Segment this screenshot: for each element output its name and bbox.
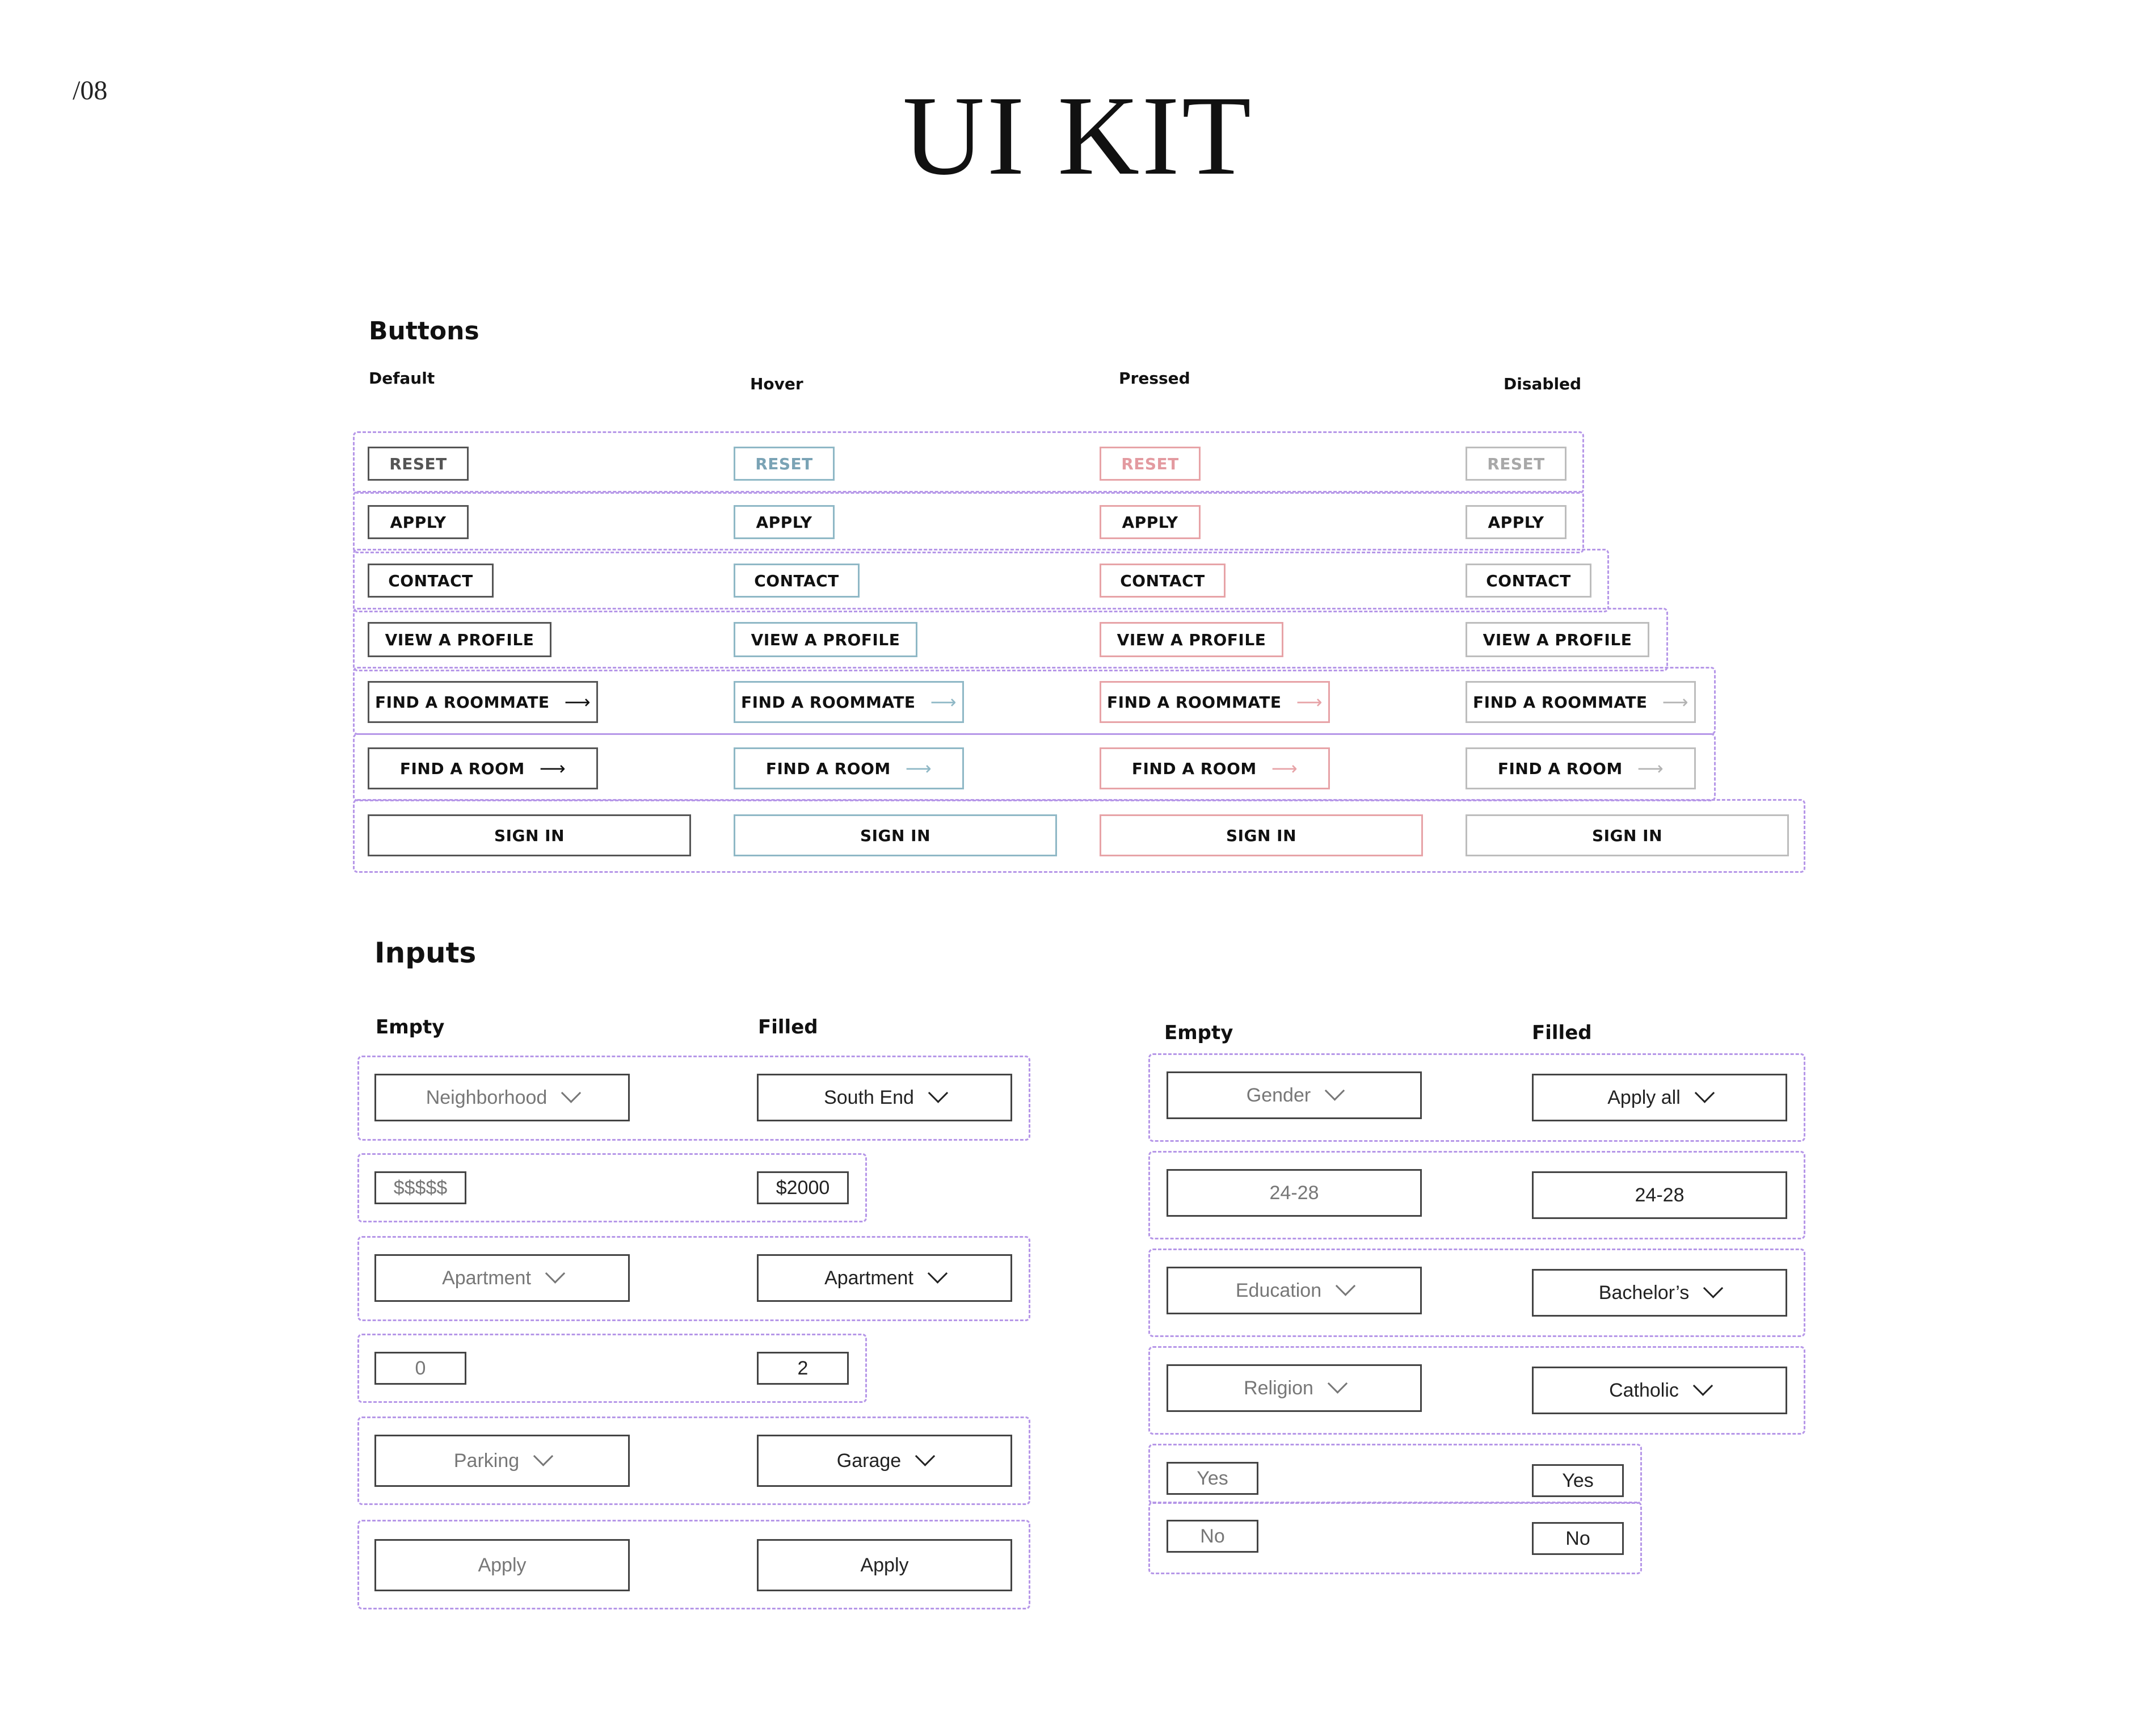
contact-button-pressed[interactable]: CONTACT [1100,564,1226,598]
chevron-down-icon [928,1263,948,1283]
view-profile-button-disabled[interactable]: VIEW A PROFILE [1466,622,1649,657]
contact-button-hover[interactable]: CONTACT [734,564,860,598]
type-select-empty[interactable] [374,1254,630,1302]
view-profile-button-default[interactable]: VIEW A PROFILE [368,622,551,657]
yes-option-filled[interactable]: Yes [1532,1464,1624,1497]
religion-select-filled[interactable] [1532,1367,1787,1414]
long-arrow-right-icon: ⟶ [905,758,932,779]
find-room-button-default[interactable] [368,747,598,789]
state-label-pressed: Pressed [1119,369,1190,388]
find-roommate-button-hover[interactable] [734,681,964,723]
age-input-empty[interactable]: 24-28 [1167,1169,1422,1217]
chevron-down-icon [545,1263,565,1283]
neighborhood-select-empty[interactable] [374,1074,630,1121]
neighborhood-placeholder: Neighborhood [426,1086,548,1108]
apply-field-filled[interactable]: Apply [757,1539,1012,1591]
gender-select-filled[interactable] [1532,1074,1787,1121]
education-placeholder: Education [1235,1279,1322,1301]
contact-button-disabled[interactable]: CONTACT [1466,564,1591,598]
find-room-label: FIND A ROOM [1131,759,1257,778]
long-arrow-right-icon: ⟶ [564,691,591,713]
sign-in-button-default[interactable]: SIGN IN [368,814,691,856]
parking-select-filled[interactable] [757,1435,1012,1487]
state-label-hover: Hover [750,375,803,393]
parking-select-empty[interactable] [374,1435,630,1487]
gender-select-empty[interactable] [1167,1071,1422,1119]
type-value: Apartment [824,1267,913,1289]
contact-buttons-frame [353,549,1609,612]
price-input-empty[interactable]: $$$$$ [374,1171,466,1204]
no-option-empty[interactable]: No [1167,1520,1258,1553]
find-room-label: FIND A ROOM [1497,759,1623,778]
buttons-section-title: Buttons [369,317,479,346]
chevron-down-icon [1325,1081,1345,1100]
find-room-label: FIND A ROOM [765,759,891,778]
state-label-default: Default [369,369,435,388]
long-arrow-right-icon: ⟶ [1662,691,1688,713]
find-room-button-pressed[interactable] [1100,747,1330,789]
count-input-filled[interactable]: 2 [757,1352,849,1385]
education-select-filled[interactable] [1532,1269,1787,1317]
neighborhood-select-filled[interactable] [757,1074,1012,1121]
chevron-down-icon [561,1083,581,1103]
chevron-down-icon [1336,1276,1355,1296]
find-room-button-hover[interactable] [734,747,964,789]
page-title: UI KIT [902,73,1254,199]
age-input-filled[interactable]: 24-28 [1532,1171,1787,1219]
contact-button-default[interactable]: CONTACT [368,564,494,598]
find-roommate-button-disabled[interactable] [1466,681,1696,723]
chevron-down-icon [1328,1373,1348,1393]
chevron-down-icon [1695,1083,1715,1103]
left-empty-label: Empty [376,1016,445,1039]
no-option-filled[interactable]: No [1532,1522,1624,1555]
long-arrow-right-icon: ⟶ [1296,691,1323,713]
apply-buttons-frame [353,491,1584,553]
find-roommate-label: FIND A ROOMMATE [375,692,550,712]
apply-button-default[interactable]: APPLY [368,505,469,539]
chevron-down-icon [928,1083,948,1103]
page-number: /08 [73,75,108,106]
find-room-button-disabled[interactable] [1466,747,1696,789]
state-label-disabled: Disabled [1504,375,1582,393]
long-arrow-right-icon: ⟶ [930,691,957,713]
price-input-filled[interactable]: $2000 [757,1171,849,1204]
religion-value: Catholic [1609,1379,1679,1401]
reset-button-default[interactable]: RESET [368,447,469,481]
apply-button-disabled[interactable]: APPLY [1466,505,1567,539]
neighborhood-value: South End [824,1086,914,1108]
sign-in-button-disabled[interactable]: SIGN IN [1466,814,1789,856]
left-filled-label: Filled [758,1016,818,1039]
find-roommate-button-pressed[interactable] [1100,681,1330,723]
yes-option-empty[interactable]: Yes [1167,1462,1258,1495]
type-select-filled[interactable] [757,1254,1012,1302]
education-value: Bachelor’s [1598,1281,1690,1304]
find-roommate-label: FIND A ROOMMATE [1107,692,1282,712]
apply-button-pressed[interactable]: APPLY [1100,505,1201,539]
view-profile-button-pressed[interactable]: VIEW A PROFILE [1100,622,1283,657]
long-arrow-right-icon: ⟶ [1637,758,1664,779]
view-profile-button-hover[interactable]: VIEW A PROFILE [734,622,917,657]
long-arrow-right-icon: ⟶ [1271,758,1298,779]
parking-value: Garage [836,1449,902,1472]
inputs-section-title: Inputs [374,936,477,969]
chevron-down-icon [1703,1278,1723,1298]
apply-button-hover[interactable]: APPLY [734,505,835,539]
reset-buttons-frame [353,431,1584,494]
education-select-empty[interactable] [1167,1267,1422,1314]
religion-placeholder: Religion [1244,1377,1313,1399]
reset-button-disabled[interactable]: RESET [1466,447,1567,481]
find-room-label: FIND A ROOM [399,759,525,778]
chevron-down-icon [533,1446,553,1466]
gender-value: Apply all [1607,1086,1681,1108]
long-arrow-right-icon: ⟶ [539,758,566,779]
find-roommate-button-default[interactable] [368,681,598,723]
reset-button-pressed[interactable]: RESET [1100,447,1201,481]
count-input-empty[interactable]: 0 [374,1352,466,1385]
religion-select-empty[interactable] [1167,1364,1422,1412]
apply-field-empty[interactable]: Apply [374,1539,630,1591]
find-roommate-label: FIND A ROOMMATE [1473,692,1648,712]
parking-placeholder: Parking [453,1449,520,1472]
right-filled-label: Filled [1532,1022,1592,1044]
sign-in-button-hover[interactable]: SIGN IN [734,814,1057,856]
chevron-down-icon [915,1446,935,1466]
right-empty-label: Empty [1164,1022,1233,1044]
chevron-down-icon [1693,1376,1713,1395]
type-placeholder: Apartment [442,1267,531,1289]
find-roommate-label: FIND A ROOMMATE [741,692,916,712]
gender-placeholder: Gender [1246,1084,1311,1106]
sign-in-button-pressed[interactable]: SIGN IN [1100,814,1423,856]
reset-button-hover[interactable]: RESET [734,447,835,481]
